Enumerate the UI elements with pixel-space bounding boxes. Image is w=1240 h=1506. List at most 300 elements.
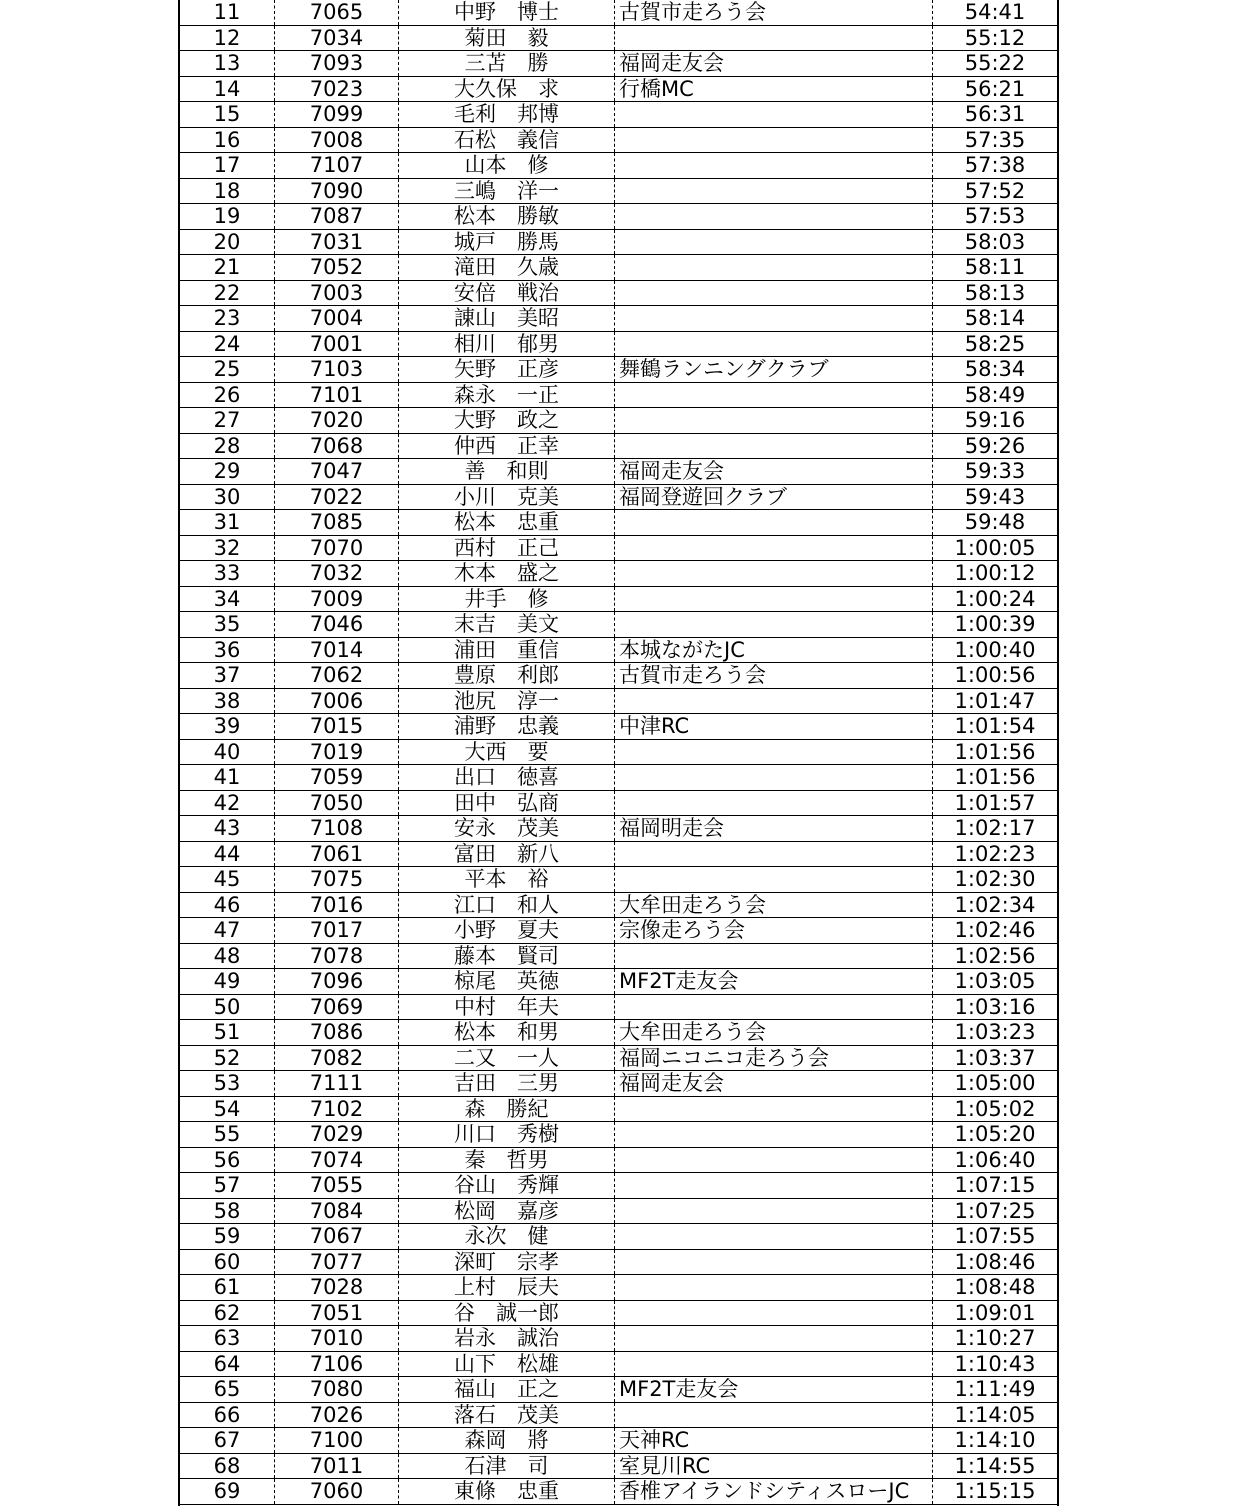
rank-cell: 30 (213, 484, 241, 509)
club-cell: 室見川RC (614, 1454, 932, 1479)
table-row (180, 689, 1057, 715)
table-row (180, 230, 1057, 256)
runner-name-cell: 森岡 將 (398, 1428, 614, 1453)
table-row (180, 714, 1057, 740)
rank-cell: 34 (213, 586, 241, 611)
rank-cell: 56 (213, 1147, 241, 1172)
bib-number-cell: 7099 (274, 102, 398, 127)
runner-name-cell: 福山 正之 (398, 1377, 614, 1402)
club-cell (614, 1199, 932, 1224)
rank-cell: 67 (213, 1428, 241, 1452)
club-cell: MF2T走友会 (614, 969, 932, 994)
finish-time-cell: 59:48 (932, 510, 1057, 535)
finish-time-cell: 59:33 (932, 459, 1057, 484)
rank-cell: 68 (213, 1453, 241, 1478)
finish-time-cell: 1:02:56 (932, 944, 1057, 969)
rank-cell: 24 (213, 331, 241, 356)
bib-number-cell: 7102 (274, 1097, 398, 1122)
club-cell: 福岡走友会 (614, 459, 932, 484)
finish-time-cell: 1:05:20 (932, 1122, 1057, 1147)
rank-cell: 46 (213, 892, 241, 917)
runner-name-cell: 谷山 秀輝 (398, 1173, 614, 1198)
runner-name-cell: 池尻 淳一 (398, 689, 614, 714)
finish-time-cell: 1:03:23 (932, 1020, 1057, 1045)
club-cell (614, 944, 932, 969)
rank-cell: 15 (213, 102, 241, 126)
table-row (180, 510, 1057, 536)
table-row (180, 255, 1057, 281)
club-cell: 古賀市走ろう会 (614, 663, 932, 688)
runner-name-cell: 深町 宗孝 (398, 1250, 614, 1275)
bib-number-cell: 7009 (274, 587, 398, 612)
finish-time-cell: 1:02:17 (932, 816, 1057, 841)
runner-name-cell: 秦 哲男 (398, 1148, 614, 1173)
runner-name-cell: 椋尾 英徳 (398, 969, 614, 994)
club-cell (614, 587, 932, 612)
table-row (180, 1173, 1057, 1199)
club-cell (614, 408, 932, 433)
table-row (180, 1046, 1057, 1072)
runner-name-cell: 平本 裕 (398, 867, 614, 892)
rank-cell: 28 (213, 433, 241, 458)
rank-cell: 57 (213, 1173, 241, 1197)
rank-cell: 33 (213, 561, 241, 585)
club-cell (614, 510, 932, 535)
rank-cell: 16 (213, 127, 241, 152)
table-row (180, 1122, 1057, 1148)
table-row (180, 383, 1057, 409)
bib-number-cell: 7051 (274, 1301, 398, 1326)
rank-cell: 54 (213, 1096, 241, 1121)
club-cell (614, 255, 932, 280)
runner-name-cell: 小川 克美 (398, 485, 614, 510)
finish-time-cell: 1:09:01 (932, 1301, 1057, 1326)
table-row (180, 816, 1057, 842)
runner-name-cell: 浦野 忠義 (398, 714, 614, 739)
runner-name-cell: 大野 政之 (398, 408, 614, 433)
club-cell (614, 791, 932, 816)
finish-time-cell: 1:10:43 (932, 1352, 1057, 1377)
rank-cell: 64 (213, 1351, 241, 1376)
runner-name-cell: 森永 一正 (398, 383, 614, 408)
runner-name-cell: 出口 徳喜 (398, 765, 614, 790)
rank-cell: 20 (213, 229, 241, 254)
rank-cell: 12 (213, 25, 241, 50)
bib-number-cell: 7087 (274, 204, 398, 229)
table-row (180, 179, 1057, 205)
rank-cell: 17 (213, 153, 241, 177)
finish-time-cell: 1:00:24 (932, 587, 1057, 612)
bib-number-cell: 7001 (274, 332, 398, 357)
runner-name-cell: 西村 正己 (398, 536, 614, 561)
bib-number-cell: 7004 (274, 306, 398, 331)
bib-number-cell: 7020 (274, 408, 398, 433)
bib-number-cell: 7052 (274, 255, 398, 280)
finish-time-cell: 1:15:15 (932, 1479, 1057, 1504)
bib-number-cell: 7085 (274, 510, 398, 535)
runner-name-cell: 上村 辰夫 (398, 1275, 614, 1300)
bib-number-cell: 7096 (274, 969, 398, 994)
table-row (180, 791, 1057, 817)
bib-number-cell: 7046 (274, 612, 398, 637)
results-table (178, 0, 1059, 1506)
runner-name-cell: 中野 博士 (398, 0, 614, 25)
runner-name-cell: 東條 忠重 (398, 1479, 614, 1504)
table-row (180, 459, 1057, 485)
finish-time-cell: 57:52 (932, 179, 1057, 204)
finish-time-cell: 1:05:00 (932, 1071, 1057, 1096)
table-row (180, 0, 1057, 26)
rank-cell: 42 (213, 790, 241, 815)
rank-cell: 40 (213, 739, 241, 764)
bib-number-cell: 7023 (274, 77, 398, 102)
rank-cell: 29 (213, 459, 241, 483)
finish-time-cell: 58:11 (932, 255, 1057, 280)
club-cell (614, 1173, 932, 1198)
club-cell: 大牟田走ろう会 (614, 1020, 932, 1045)
table-row (180, 1428, 1057, 1454)
finish-time-cell: 1:11:49 (932, 1377, 1057, 1402)
table-row (180, 867, 1057, 893)
bib-number-cell: 7014 (274, 638, 398, 663)
finish-time-cell: 55:12 (932, 26, 1057, 51)
runner-name-cell: 小野 夏夫 (398, 918, 614, 943)
club-cell: MF2T走友会 (614, 1377, 932, 1402)
finish-time-cell: 1:02:23 (932, 842, 1057, 867)
finish-time-cell: 1:02:30 (932, 867, 1057, 892)
club-cell (614, 179, 932, 204)
bib-number-cell: 7078 (274, 944, 398, 969)
finish-time-cell: 54:41 (932, 0, 1057, 25)
bib-number-cell: 7011 (274, 1454, 398, 1479)
rank-cell: 11 (213, 0, 241, 24)
table-row (180, 587, 1057, 613)
rank-cell: 59 (213, 1224, 241, 1248)
rank-cell: 41 (213, 765, 241, 789)
bib-number-cell: 7090 (274, 179, 398, 204)
finish-time-cell: 1:07:25 (932, 1199, 1057, 1224)
finish-time-cell: 59:16 (932, 408, 1057, 433)
finish-time-cell: 1:01:47 (932, 689, 1057, 714)
finish-time-cell: 58:49 (932, 383, 1057, 408)
club-cell (614, 434, 932, 459)
rank-cell: 62 (213, 1300, 241, 1325)
table-row (180, 1454, 1057, 1480)
runner-name-cell: 山本 修 (398, 153, 614, 178)
rank-cell: 27 (213, 408, 241, 432)
club-cell (614, 1403, 932, 1428)
runner-name-cell: 城戸 勝馬 (398, 230, 614, 255)
rank-cell: 26 (213, 382, 241, 407)
table-row (180, 1326, 1057, 1352)
finish-time-cell: 1:03:05 (932, 969, 1057, 994)
table-row (180, 969, 1057, 995)
rank-cell: 14 (213, 76, 241, 101)
rank-cell: 31 (213, 510, 241, 534)
finish-time-cell: 56:21 (932, 77, 1057, 102)
runner-name-cell: 大久保 求 (398, 77, 614, 102)
finish-time-cell: 1:03:16 (932, 995, 1057, 1020)
bib-number-cell: 7031 (274, 230, 398, 255)
rank-cell: 44 (213, 841, 241, 866)
runner-name-cell: 中村 年夫 (398, 995, 614, 1020)
rank-cell: 38 (213, 688, 241, 713)
bib-number-cell: 7003 (274, 281, 398, 306)
bib-number-cell: 7068 (274, 434, 398, 459)
runner-name-cell: 永次 健 (398, 1224, 614, 1249)
club-cell (614, 1301, 932, 1326)
finish-time-cell: 1:02:34 (932, 893, 1057, 918)
club-cell: 中津RC (614, 714, 932, 739)
bib-number-cell: 7008 (274, 128, 398, 153)
bib-number-cell: 7107 (274, 153, 398, 178)
table-row (180, 281, 1057, 307)
club-cell: 福岡走友会 (614, 1071, 932, 1096)
club-cell (614, 204, 932, 229)
runner-name-cell: 谷 誠一郎 (398, 1301, 614, 1326)
club-cell: 本城ながたJC (614, 638, 932, 663)
table-row (180, 612, 1057, 638)
club-cell (614, 383, 932, 408)
table-row (180, 1377, 1057, 1403)
club-cell (614, 1352, 932, 1377)
runner-name-cell: 二又 一人 (398, 1046, 614, 1071)
rank-cell: 36 (213, 637, 241, 662)
rank-cell: 35 (213, 612, 241, 636)
table-row (180, 740, 1057, 766)
runner-name-cell: 森 勝紀 (398, 1097, 614, 1122)
runner-name-cell: 藤本 賢司 (398, 944, 614, 969)
runner-name-cell: 石松 義信 (398, 128, 614, 153)
runner-name-cell: 石津 司 (398, 1454, 614, 1479)
table-row (180, 357, 1057, 383)
rank-cell: 61 (213, 1275, 241, 1299)
table-row (180, 128, 1057, 154)
table-row (180, 1199, 1057, 1225)
table-row (180, 204, 1057, 230)
club-cell (614, 1275, 932, 1300)
table-row (180, 1020, 1057, 1046)
club-cell (614, 306, 932, 331)
runner-name-cell: 三嶋 洋一 (398, 179, 614, 204)
bib-number-cell: 7082 (274, 1046, 398, 1071)
club-cell (614, 842, 932, 867)
club-cell (614, 1122, 932, 1147)
runner-name-cell: 田中 弘商 (398, 791, 614, 816)
finish-time-cell: 58:25 (932, 332, 1057, 357)
table-row (180, 944, 1057, 970)
rank-cell: 39 (213, 714, 241, 738)
table-row (180, 332, 1057, 358)
club-cell: 舞鶴ランニングクラブ (614, 357, 932, 382)
table-row (180, 995, 1057, 1021)
finish-time-cell: 1:00:39 (932, 612, 1057, 637)
club-cell (614, 995, 932, 1020)
club-cell (614, 26, 932, 51)
table-row (180, 408, 1057, 434)
rank-cell: 52 (213, 1045, 241, 1070)
runner-name-cell: 大西 要 (398, 740, 614, 765)
runner-name-cell: 松本 和男 (398, 1020, 614, 1045)
bib-number-cell: 7017 (274, 918, 398, 943)
table-row (180, 1148, 1057, 1174)
club-cell (614, 281, 932, 306)
runner-name-cell: 相川 郁男 (398, 332, 614, 357)
finish-time-cell: 57:53 (932, 204, 1057, 229)
bib-number-cell: 7060 (274, 1479, 398, 1504)
table-row (180, 842, 1057, 868)
bib-number-cell: 7111 (274, 1071, 398, 1096)
bib-number-cell: 7055 (274, 1173, 398, 1198)
bib-number-cell: 7077 (274, 1250, 398, 1275)
table-row (180, 102, 1057, 128)
rank-cell: 19 (213, 204, 241, 228)
club-cell (614, 689, 932, 714)
table-row (180, 918, 1057, 944)
table-row (180, 1275, 1057, 1301)
runner-name-cell: 松本 忠重 (398, 510, 614, 535)
bib-number-cell: 7084 (274, 1199, 398, 1224)
bib-number-cell: 7108 (274, 816, 398, 841)
rank-cell: 50 (213, 994, 241, 1019)
finish-time-cell: 1:07:55 (932, 1224, 1057, 1249)
runner-name-cell: 松本 勝敏 (398, 204, 614, 229)
club-cell: 香椎アイランドシティスローJC (614, 1479, 932, 1504)
bib-number-cell: 7032 (274, 561, 398, 586)
bib-number-cell: 7028 (274, 1275, 398, 1300)
table-row (180, 1071, 1057, 1097)
club-cell: 古賀市走ろう会 (614, 0, 932, 25)
table-row (180, 1352, 1057, 1378)
finish-time-cell: 1:00:12 (932, 561, 1057, 586)
club-cell (614, 1224, 932, 1249)
rank-cell: 45 (213, 867, 241, 891)
finish-time-cell: 59:26 (932, 434, 1057, 459)
table-row (180, 1250, 1057, 1276)
table-row (180, 1097, 1057, 1123)
bib-number-cell: 7075 (274, 867, 398, 892)
table-row (180, 1301, 1057, 1327)
runner-name-cell: 安永 茂美 (398, 816, 614, 841)
runner-name-cell: 安倍 戦治 (398, 281, 614, 306)
club-cell (614, 153, 932, 178)
rank-cell: 37 (213, 663, 241, 687)
club-cell (614, 128, 932, 153)
table-row (180, 663, 1057, 689)
bib-number-cell: 7062 (274, 663, 398, 688)
finish-time-cell: 1:00:56 (932, 663, 1057, 688)
bib-number-cell: 7034 (274, 26, 398, 51)
club-cell: 天神RC (614, 1428, 932, 1453)
finish-time-cell: 56:31 (932, 102, 1057, 127)
table-row (180, 153, 1057, 179)
table-row (180, 306, 1057, 332)
rank-cell: 32 (213, 535, 241, 560)
bib-number-cell: 7106 (274, 1352, 398, 1377)
runner-name-cell: 仲西 正幸 (398, 434, 614, 459)
rank-cell: 53 (213, 1071, 241, 1095)
table-row (180, 561, 1057, 587)
table-row (180, 77, 1057, 103)
runner-name-cell: 江口 和人 (398, 893, 614, 918)
finish-time-cell: 1:08:46 (932, 1250, 1057, 1275)
rank-cell: 69 (213, 1479, 241, 1503)
runner-name-cell: 善 和則 (398, 459, 614, 484)
club-cell (614, 561, 932, 586)
finish-time-cell: 58:14 (932, 306, 1057, 331)
bib-number-cell: 7103 (274, 357, 398, 382)
finish-time-cell: 59:43 (932, 485, 1057, 510)
club-cell (614, 102, 932, 127)
bib-number-cell: 7006 (274, 689, 398, 714)
bib-number-cell: 7029 (274, 1122, 398, 1147)
rank-cell: 47 (213, 918, 241, 942)
finish-time-cell: 57:38 (932, 153, 1057, 178)
rank-cell: 51 (213, 1020, 241, 1044)
finish-time-cell: 1:14:55 (932, 1454, 1057, 1479)
bib-number-cell: 7069 (274, 995, 398, 1020)
runner-name-cell: 山下 松雄 (398, 1352, 614, 1377)
bib-number-cell: 7100 (274, 1428, 398, 1453)
club-cell (614, 612, 932, 637)
rank-cell: 60 (213, 1249, 241, 1274)
finish-time-cell: 58:03 (932, 230, 1057, 255)
bib-number-cell: 7074 (274, 1148, 398, 1173)
finish-time-cell: 1:10:27 (932, 1326, 1057, 1351)
club-cell (614, 536, 932, 561)
runner-name-cell: 岩永 誠治 (398, 1326, 614, 1351)
rank-cell: 18 (213, 178, 241, 203)
rank-cell: 13 (213, 51, 241, 75)
runner-name-cell: 末吉 美文 (398, 612, 614, 637)
rank-cell: 65 (213, 1377, 241, 1401)
bib-number-cell: 7026 (274, 1403, 398, 1428)
club-cell: 福岡登遊回クラブ (614, 485, 932, 510)
rank-cell: 21 (213, 255, 241, 279)
table-row (180, 536, 1057, 562)
finish-time-cell: 1:01:56 (932, 765, 1057, 790)
table-row (180, 638, 1057, 664)
table-row (180, 485, 1057, 511)
club-cell (614, 1250, 932, 1275)
rank-cell: 22 (213, 280, 241, 305)
finish-time-cell: 58:34 (932, 357, 1057, 382)
finish-time-cell: 1:14:10 (932, 1428, 1057, 1453)
bib-number-cell: 7101 (274, 383, 398, 408)
table-row (180, 434, 1057, 460)
club-cell (614, 1326, 932, 1351)
finish-time-cell: 1:01:54 (932, 714, 1057, 739)
club-cell (614, 230, 932, 255)
finish-time-cell: 1:06:40 (932, 1148, 1057, 1173)
bib-number-cell: 7070 (274, 536, 398, 561)
club-cell (614, 1097, 932, 1122)
bib-number-cell: 7022 (274, 485, 398, 510)
rank-cell: 23 (213, 306, 241, 330)
bib-number-cell: 7050 (274, 791, 398, 816)
finish-time-cell: 1:00:40 (932, 638, 1057, 663)
runner-name-cell: 諌山 美昭 (398, 306, 614, 331)
bib-number-cell: 7061 (274, 842, 398, 867)
table-row (180, 26, 1057, 52)
finish-time-cell: 1:03:37 (932, 1046, 1057, 1071)
finish-time-cell: 1:01:57 (932, 791, 1057, 816)
runner-name-cell: 滝田 久歳 (398, 255, 614, 280)
club-cell: 大牟田走ろう会 (614, 893, 932, 918)
runner-name-cell: 松岡 嘉彦 (398, 1199, 614, 1224)
table-row (180, 51, 1057, 77)
club-cell (614, 867, 932, 892)
